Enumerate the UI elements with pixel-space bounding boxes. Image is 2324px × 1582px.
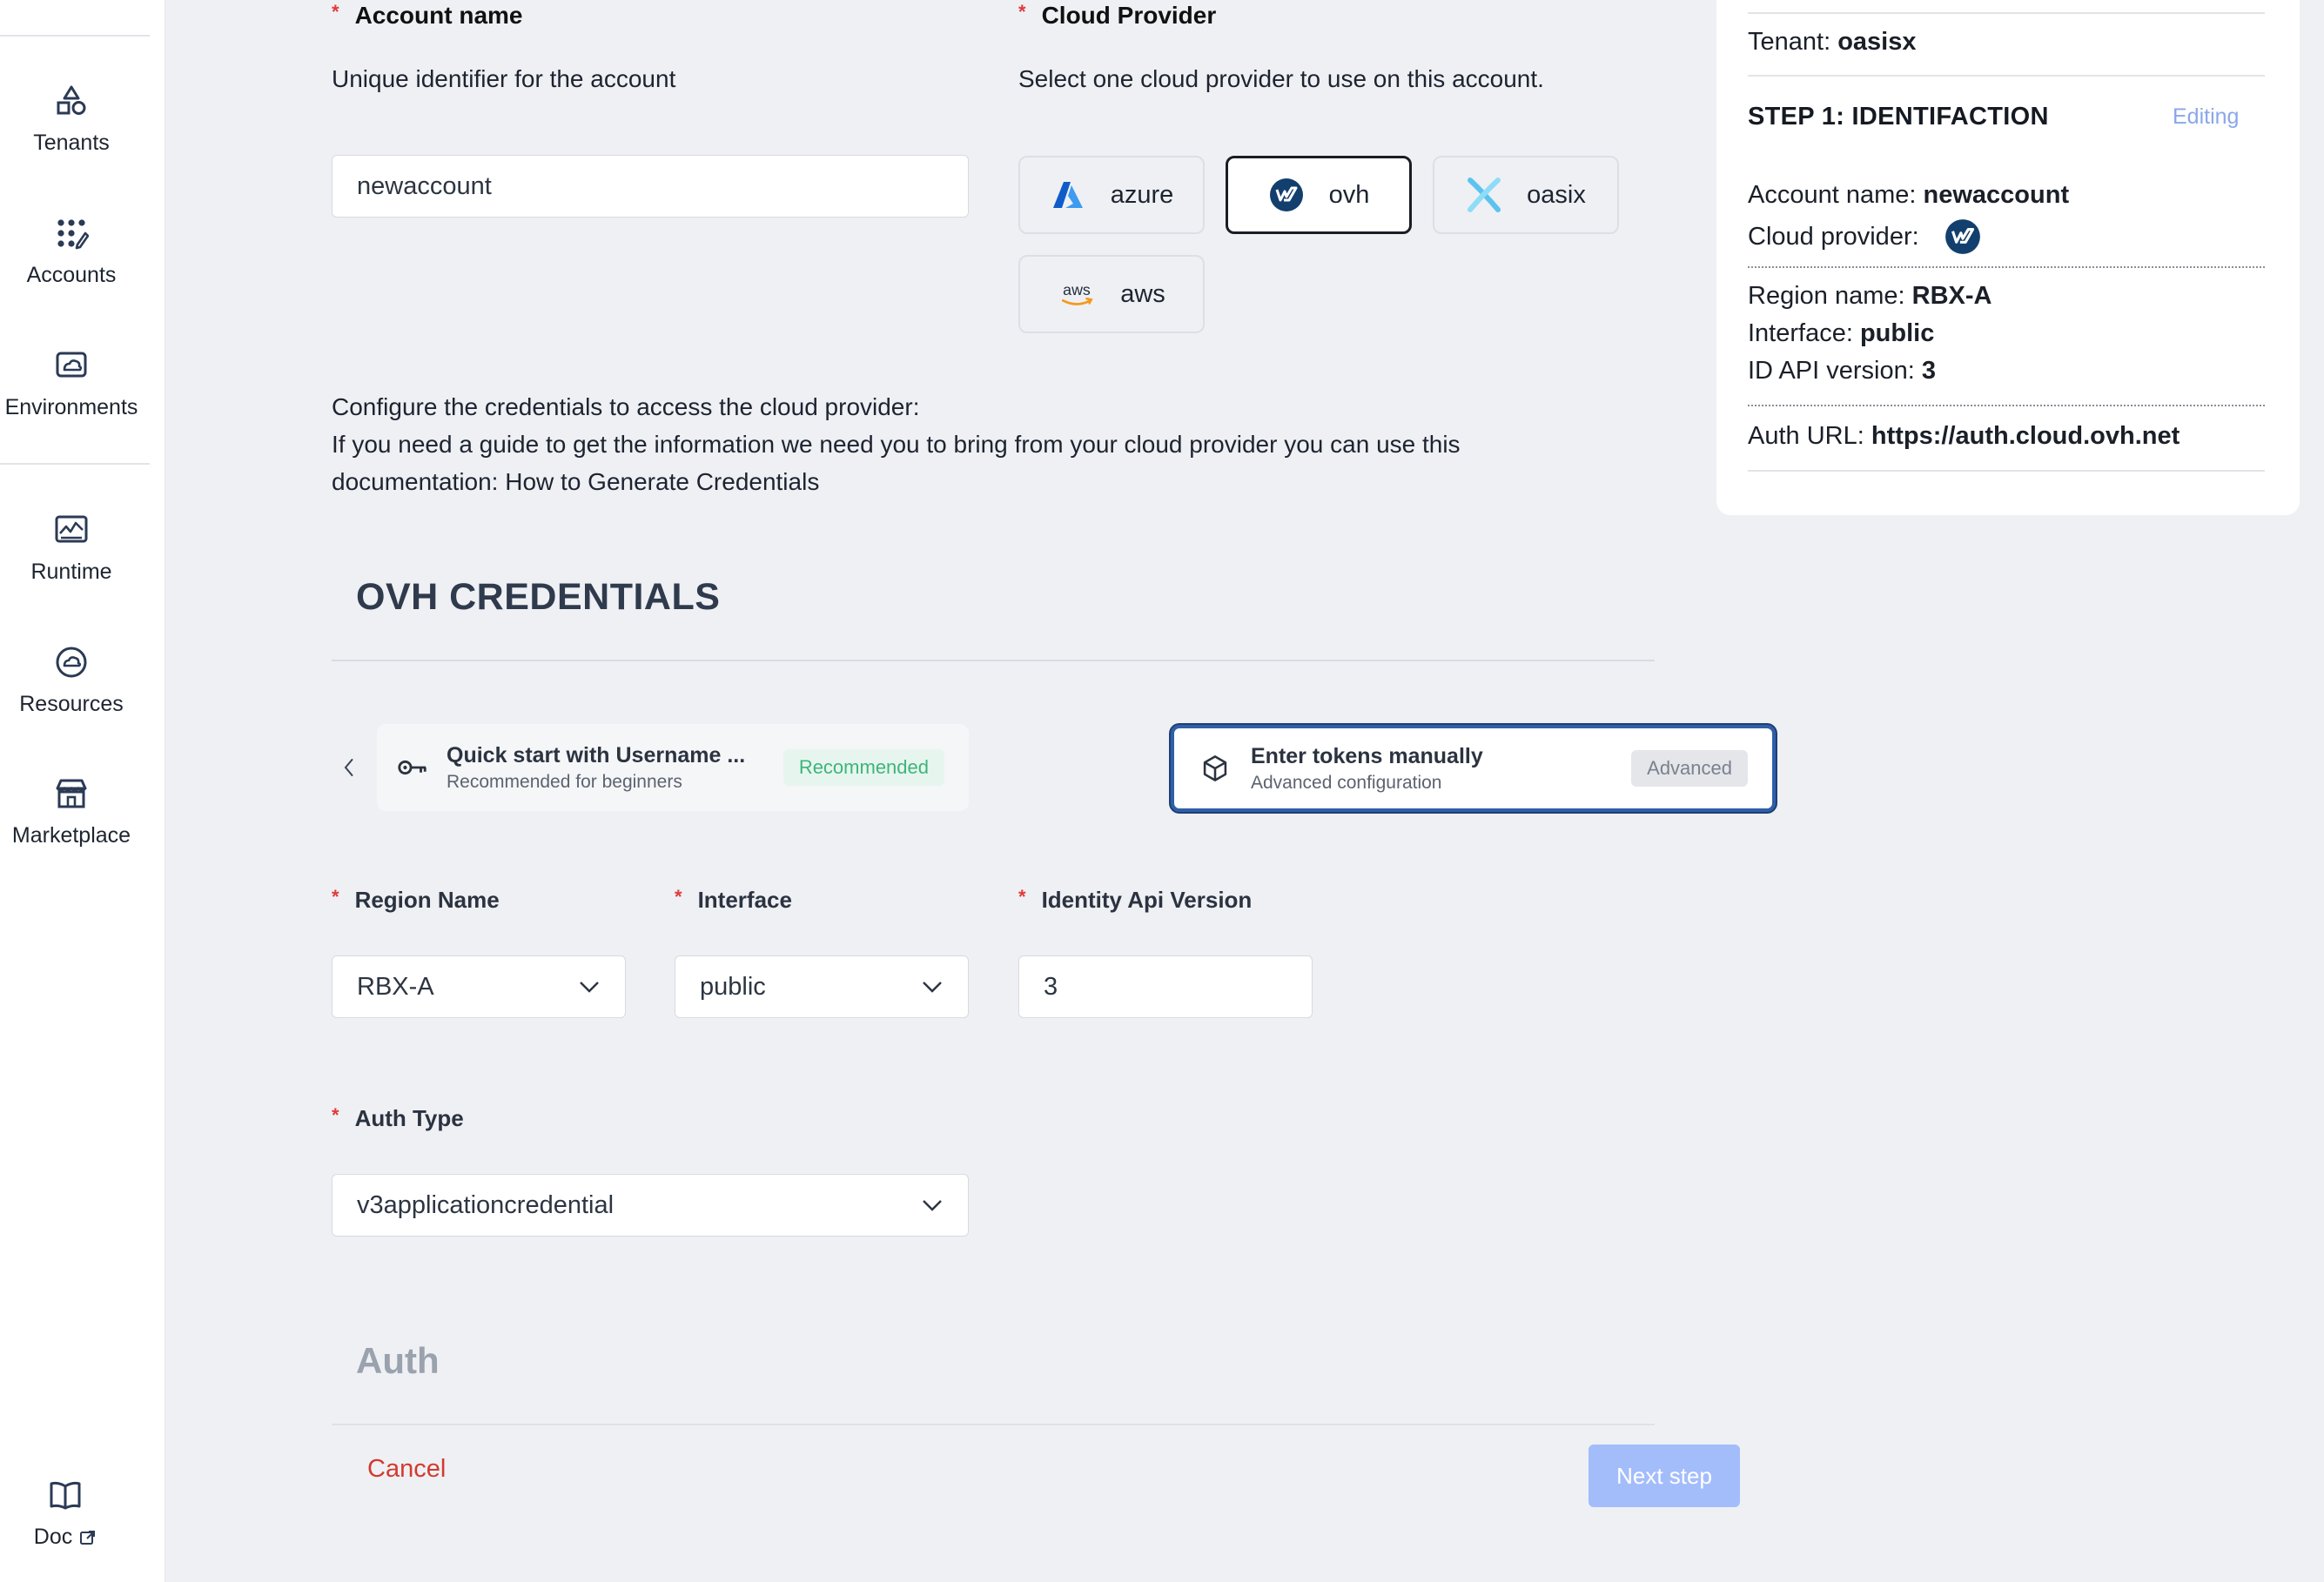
summary-account-name: Account name: newaccount bbox=[1748, 181, 2070, 209]
accounts-icon bbox=[54, 216, 89, 251]
required-mark: * bbox=[1018, 885, 1026, 908]
chevron-down-icon bbox=[919, 974, 945, 1000]
shapes-icon bbox=[54, 84, 89, 118]
provider-option-oasix[interactable] bbox=[1433, 156, 1619, 234]
identity-api-input[interactable]: 3 bbox=[1018, 955, 1313, 1018]
provider-option-label: ovh bbox=[1328, 180, 1370, 209]
cancel-button[interactable]: Cancel bbox=[367, 1455, 447, 1483]
section-divider bbox=[332, 660, 1655, 661]
summary-divider bbox=[1748, 405, 2265, 406]
sidebar-item-label: Tenants bbox=[33, 131, 110, 155]
summary-cloud-provider: Cloud provider: bbox=[1748, 218, 1982, 256]
sidebar-item-runtime[interactable] bbox=[0, 513, 143, 585]
carousel-prev-button[interactable] bbox=[332, 724, 366, 811]
region-label: * Region Name bbox=[332, 885, 500, 913]
mode-subtitle: Advanced configuration bbox=[1251, 772, 1442, 793]
account-form bbox=[165, 0, 1732, 1582]
sidebar-item-label: Environments bbox=[4, 395, 138, 419]
sidebar-item-marketplace[interactable] bbox=[0, 776, 143, 848]
interface-label: * Interface bbox=[675, 885, 792, 913]
region-select[interactable]: RBX-A bbox=[332, 955, 626, 1018]
auth-section-title: Auth bbox=[356, 1340, 440, 1381]
cloud-provider-help: Select one cloud provider to use on this account. bbox=[1018, 65, 1544, 92]
sidebar-item-label: Resources bbox=[19, 692, 124, 716]
auth-type-select[interactable]: v3applicationcredential bbox=[332, 1174, 969, 1237]
sidebar-item-resources[interactable] bbox=[0, 645, 143, 717]
doc-link-row[interactable] bbox=[34, 1525, 97, 1550]
summary-tenant: Tenant: oasisx bbox=[1748, 28, 1917, 56]
provider-option-label: aws bbox=[1120, 279, 1165, 308]
advanced-badge: Advanced bbox=[1631, 750, 1748, 787]
summary-panel bbox=[1716, 0, 2300, 515]
svg-text:aws: aws bbox=[1063, 281, 1091, 299]
interface-select[interactable]: public bbox=[675, 955, 969, 1018]
identity-api-label: * Identity Api Version bbox=[1018, 885, 1253, 913]
sidebar-item-accounts[interactable] bbox=[0, 216, 143, 288]
ovh-logo-icon bbox=[1944, 218, 1982, 256]
account-name-label: * Account name bbox=[332, 1, 523, 29]
summary-divider bbox=[1748, 12, 2265, 14]
account-name-input[interactable]: newaccount bbox=[332, 155, 969, 218]
chevron-down-icon bbox=[576, 974, 602, 1000]
provider-option-ovh[interactable] bbox=[1226, 156, 1412, 234]
sidebar bbox=[0, 0, 165, 1582]
aws-logo-icon bbox=[1058, 275, 1096, 313]
required-mark: * bbox=[675, 885, 682, 908]
footer-divider bbox=[332, 1424, 1655, 1425]
summary-auth-url: Auth URL: https://auth.cloud.ovh.net bbox=[1748, 422, 2180, 450]
recommended-badge: Recommended bbox=[783, 749, 944, 786]
required-mark: * bbox=[332, 1, 339, 23]
section-title: OVH CREDENTIALS bbox=[356, 576, 721, 618]
summary-interface: Interface: public bbox=[1748, 319, 1935, 347]
store-icon bbox=[54, 776, 89, 811]
sidebar-item-doc[interactable] bbox=[0, 1478, 131, 1550]
summary-id-api-version: ID API version: 3 bbox=[1748, 357, 1937, 385]
sidebar-item-tenants[interactable] bbox=[0, 84, 143, 156]
mode-quick-start[interactable] bbox=[377, 724, 969, 811]
credentials-intro: Configure the credentials to access the cloud provider: If you need a guide to get the information we need you to bring from your cloud provider you can use this documentation: How to Generate Credentials bbox=[332, 393, 1461, 495]
oasix-logo-icon bbox=[1466, 177, 1502, 213]
mode-subtitle: Recommended for beginners bbox=[447, 771, 682, 792]
runtime-icon bbox=[54, 513, 89, 547]
sidebar-item-label: Accounts bbox=[26, 263, 117, 287]
provider-option-label: oasix bbox=[1527, 180, 1586, 209]
mode-manual-tokens[interactable] bbox=[1171, 725, 1776, 812]
chevron-left-icon bbox=[342, 756, 356, 779]
book-icon bbox=[48, 1478, 83, 1512]
external-link-icon bbox=[79, 1529, 97, 1546]
chevron-down-icon bbox=[919, 1192, 945, 1218]
sidebar-divider bbox=[0, 35, 150, 37]
account-name-help: Unique identifier for the account bbox=[332, 65, 676, 92]
cloud-provider-label: * Cloud Provider bbox=[1018, 1, 1217, 29]
provider-option-aws[interactable] bbox=[1018, 255, 1205, 333]
summary-divider bbox=[1748, 266, 2265, 268]
mode-title: Enter tokens manually bbox=[1251, 743, 1483, 768]
auth-type-label: * Auth Type bbox=[332, 1103, 464, 1131]
sidebar-divider bbox=[0, 463, 150, 465]
azure-logo-icon bbox=[1050, 177, 1086, 213]
credentials-guide-link[interactable]: How to Generate Credentials bbox=[505, 468, 820, 495]
cube-icon bbox=[1200, 754, 1230, 783]
provider-option-azure[interactable] bbox=[1018, 156, 1205, 234]
mode-title: Quick start with Username ... bbox=[447, 742, 746, 768]
required-mark: * bbox=[332, 885, 339, 908]
environments-icon bbox=[54, 348, 89, 383]
summary-divider bbox=[1748, 75, 2265, 77]
resources-icon bbox=[54, 645, 89, 680]
step-title: STEP 1: IDENTIFACTION bbox=[1748, 103, 2049, 131]
key-icon bbox=[396, 751, 429, 784]
required-mark: * bbox=[1018, 1, 1026, 23]
sidebar-item-label: Runtime bbox=[30, 560, 112, 584]
sidebar-item-environments[interactable] bbox=[0, 348, 143, 420]
sidebar-item-label: Marketplace bbox=[11, 823, 131, 848]
sidebar-item-label: Doc bbox=[33, 1525, 73, 1549]
provider-option-label: azure bbox=[1110, 180, 1174, 209]
summary-region: Region name: RBX-A bbox=[1748, 282, 1992, 310]
required-mark: * bbox=[332, 1103, 339, 1126]
summary-divider bbox=[1748, 470, 2265, 472]
editing-link[interactable]: Editing bbox=[2173, 104, 2240, 129]
ovh-logo-icon bbox=[1268, 177, 1305, 213]
next-step-button[interactable]: Next step bbox=[1589, 1445, 1740, 1507]
